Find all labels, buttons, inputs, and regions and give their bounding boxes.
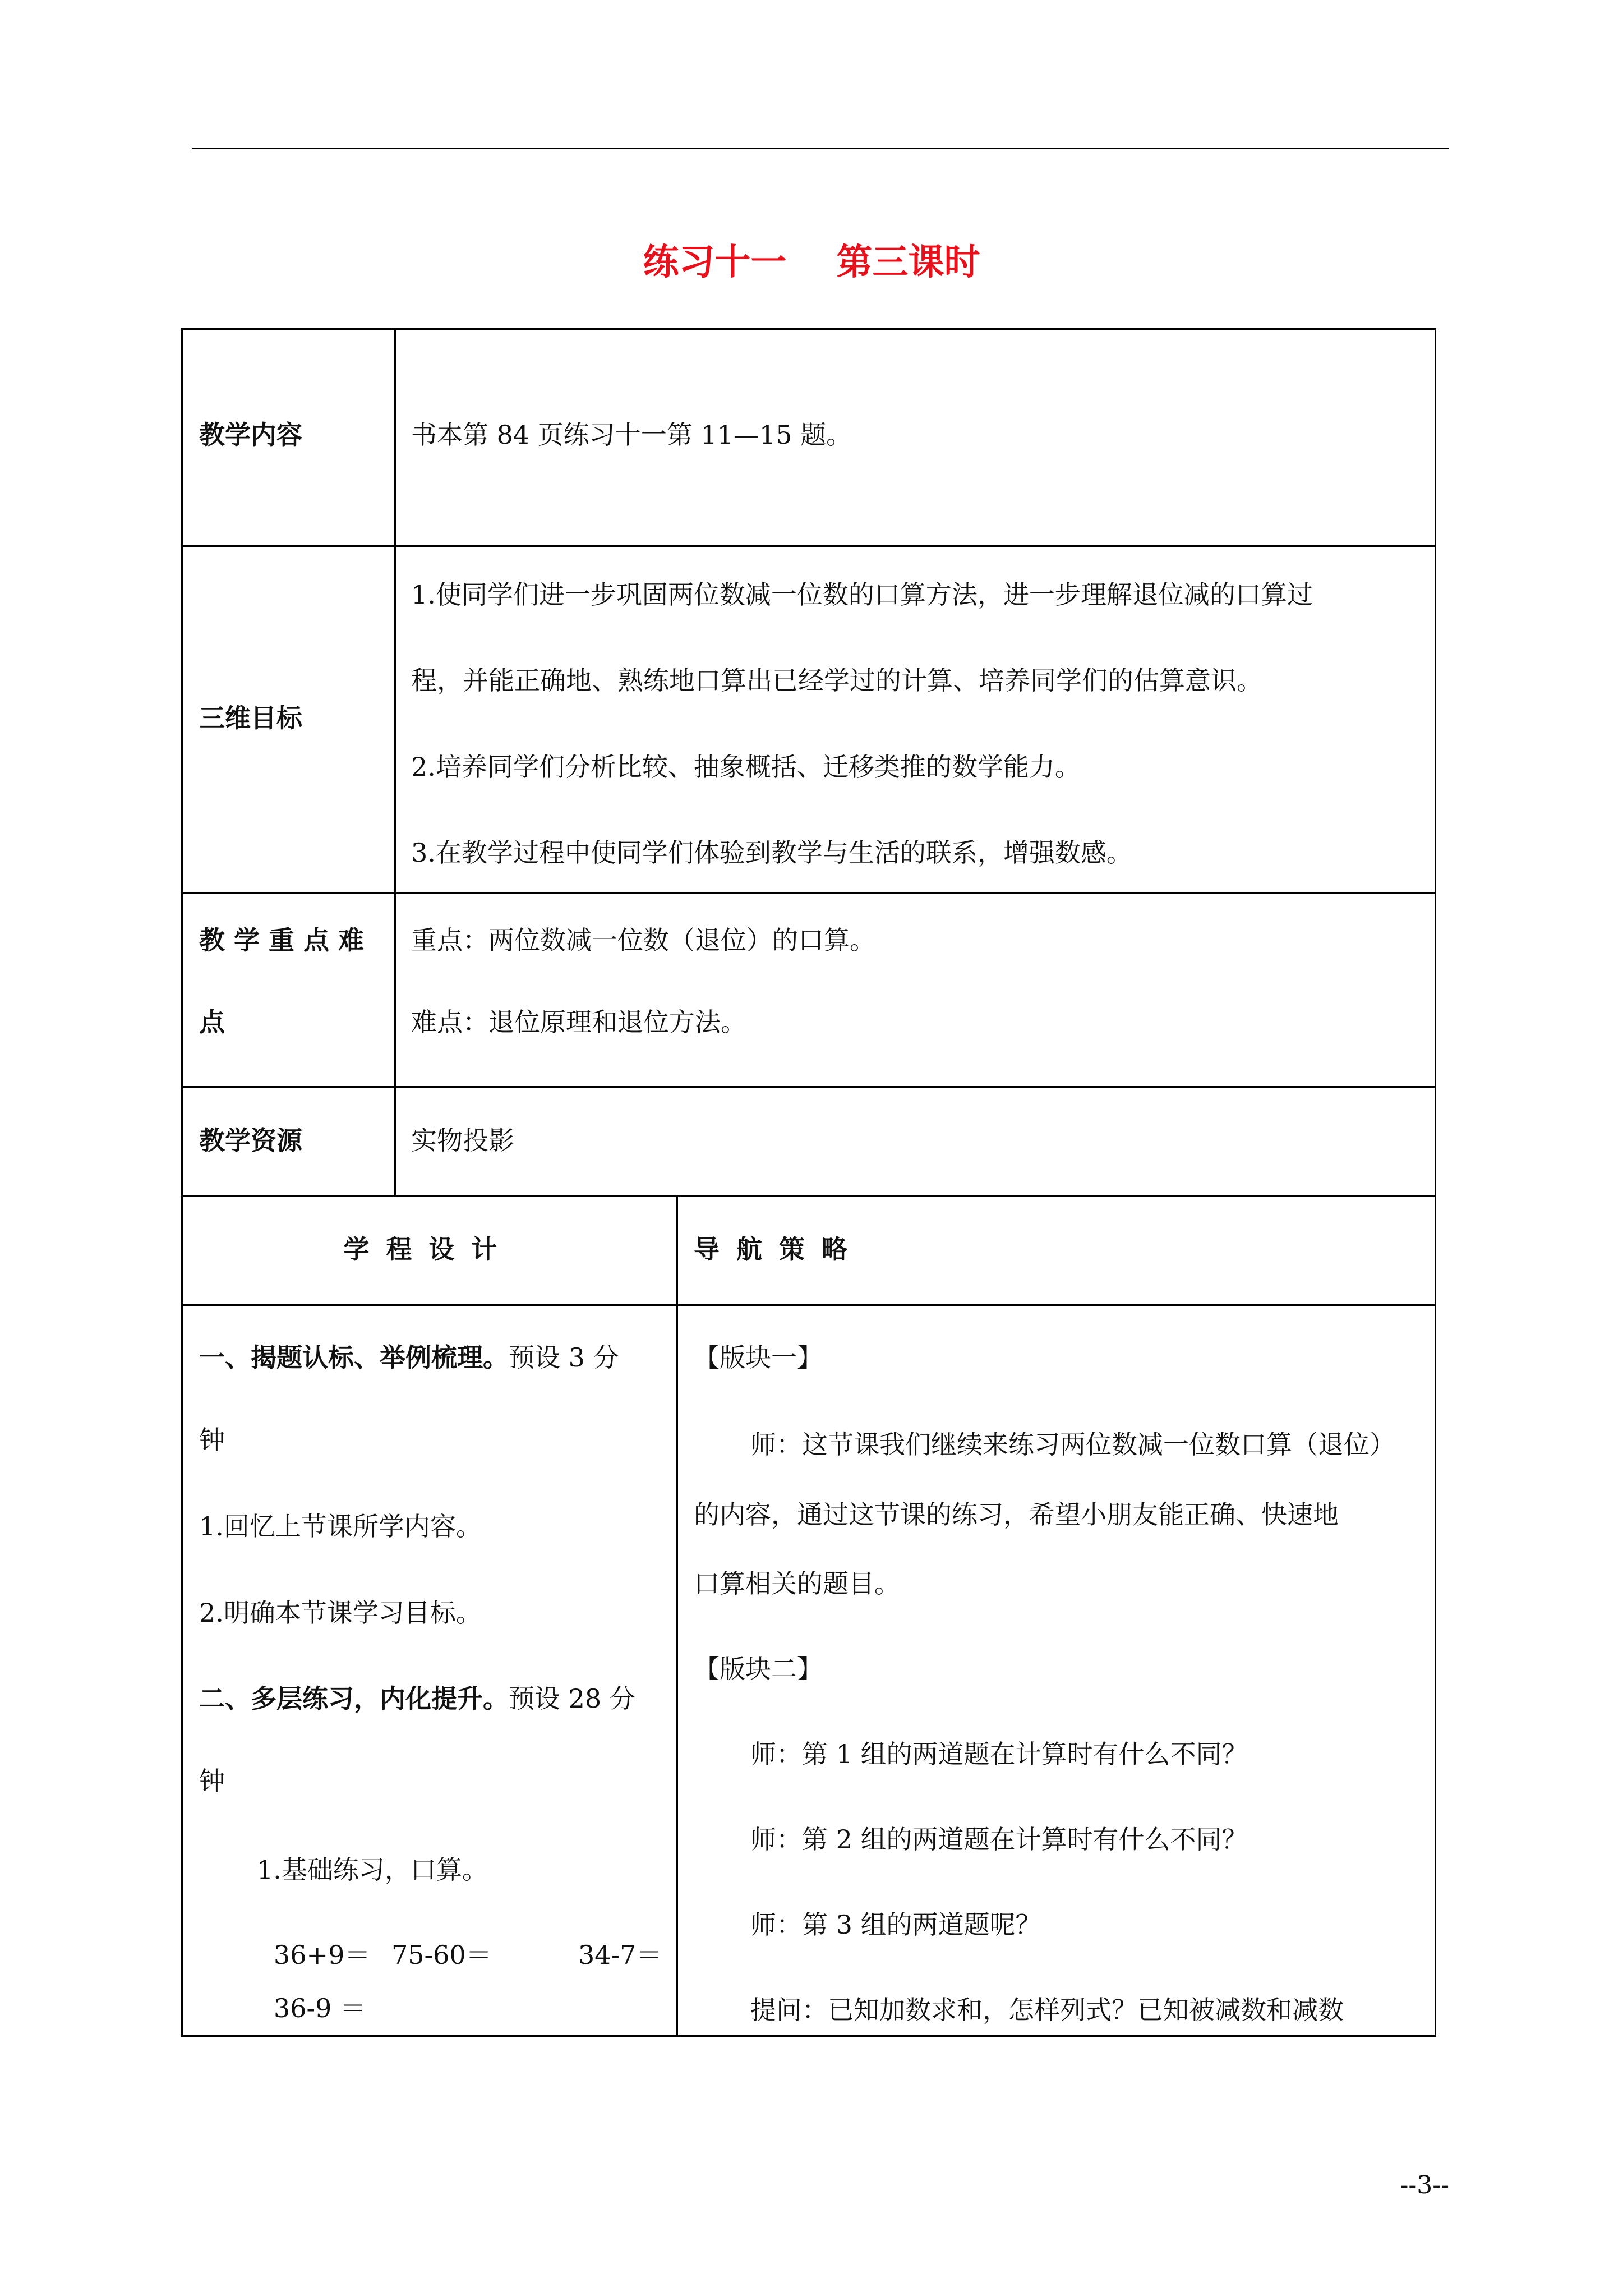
page-number: --3--: [1400, 2171, 1449, 2200]
row-divider: [181, 1086, 1436, 1088]
resources-text: 实物投影: [411, 1125, 514, 1156]
table-border-left: [181, 328, 183, 2037]
row-divider: [181, 892, 1436, 894]
teacher-question: 师：第 3 组的两道题呢？: [750, 1910, 1041, 1940]
section-2-title: 二、多层练习，内化提升。: [199, 1683, 509, 1714]
list-item: 2.明确本节课学习目标。: [199, 1598, 482, 1628]
section-2-time: 预设 28 分: [509, 1683, 635, 1714]
teacher-question: 提问：已知加数求和，怎样列式？已知被减数和减数: [750, 1995, 1344, 2025]
label-column-divider: [394, 328, 396, 1195]
exercise: 36-9 ＝: [274, 1993, 366, 2023]
row-divider: [181, 1304, 1436, 1306]
teacher-line: 的内容，通过这节课的练习，希望小朋友能正确、快速地: [694, 1499, 1339, 1530]
goal-line: 3.在教学过程中使同学们体验到教学与生活的联系，增强数感。: [411, 838, 1132, 868]
goal-line: 2.培养同学们分析比较、抽象概括、迁移类推的数学能力。: [411, 752, 1081, 782]
block-1-heading: 【版块一】: [694, 1342, 823, 1373]
goal-line: 程，并能正确地、熟练地口算出已经学过的计算、培养同学们的估算意识。: [411, 665, 1262, 696]
design-column-divider: [676, 1195, 678, 2035]
goal-line: 1.使同学们进一步巩固两位数减一位数的口算方法，进一步理解退位减的口算过: [411, 579, 1313, 610]
page-title: 练习十一 第三课时: [643, 242, 980, 283]
section-2-heading-cont: 钟: [199, 1766, 225, 1796]
section-1-heading-cont: 钟: [199, 1425, 225, 1455]
section-1-title: 一、揭题认标、举例梳理。: [199, 1342, 509, 1373]
block-2-heading: 【版块二】: [694, 1654, 823, 1684]
teacher-line: 师：这节课我们继续来练习两位数减一位数口算（退位）: [750, 1429, 1395, 1460]
key-point-line: 重点：两位数减一位数（退位）的口算。: [411, 925, 875, 955]
row-divider: [181, 545, 1436, 547]
list-item: 1.回忆上节课所学内容。: [199, 1511, 482, 1542]
lesson-plan-table: [181, 328, 1436, 2037]
difficult-point-line: 难点：退位原理和退位方法。: [411, 1007, 746, 1037]
design-left-header: 学程设计: [343, 1234, 514, 1264]
design-right-header: 导航策略: [694, 1234, 864, 1264]
exercise: 75-60＝: [391, 1940, 492, 1970]
exercise: 34-7＝: [578, 1940, 662, 1970]
section-1-heading: [199, 1341, 619, 1374]
row-divider: [181, 1195, 1436, 1197]
exercise: 36+9＝: [274, 1940, 371, 1970]
teacher-line: 口算相关的题目。: [694, 1568, 900, 1599]
resources-label: 教学资源: [199, 1125, 302, 1156]
list-item: 1.基础练习，口算。: [257, 1855, 488, 1885]
teacher-question: 师：第 2 组的两道题在计算时有什么不同？: [750, 1824, 1248, 1855]
section-1-time: 预设 3 分: [509, 1342, 619, 1373]
table-border-right: [1435, 328, 1436, 2037]
table-border-top: [181, 328, 1436, 330]
section-2-heading: [199, 1682, 635, 1715]
teacher-question: 师：第 1 组的两道题在计算时有什么不同？: [750, 1739, 1248, 1769]
key-points-label: 教 学 重 点 难: [199, 925, 365, 955]
content-text: 书本第 84 页练习十一第 11—15 题。: [411, 420, 852, 450]
header-rule: [192, 148, 1449, 149]
table-border-bottom: [181, 2035, 1436, 2037]
goals-label: 三维目标: [199, 703, 302, 733]
key-points-label-cont: 点: [199, 1007, 225, 1037]
content-label: 教学内容: [199, 420, 302, 450]
